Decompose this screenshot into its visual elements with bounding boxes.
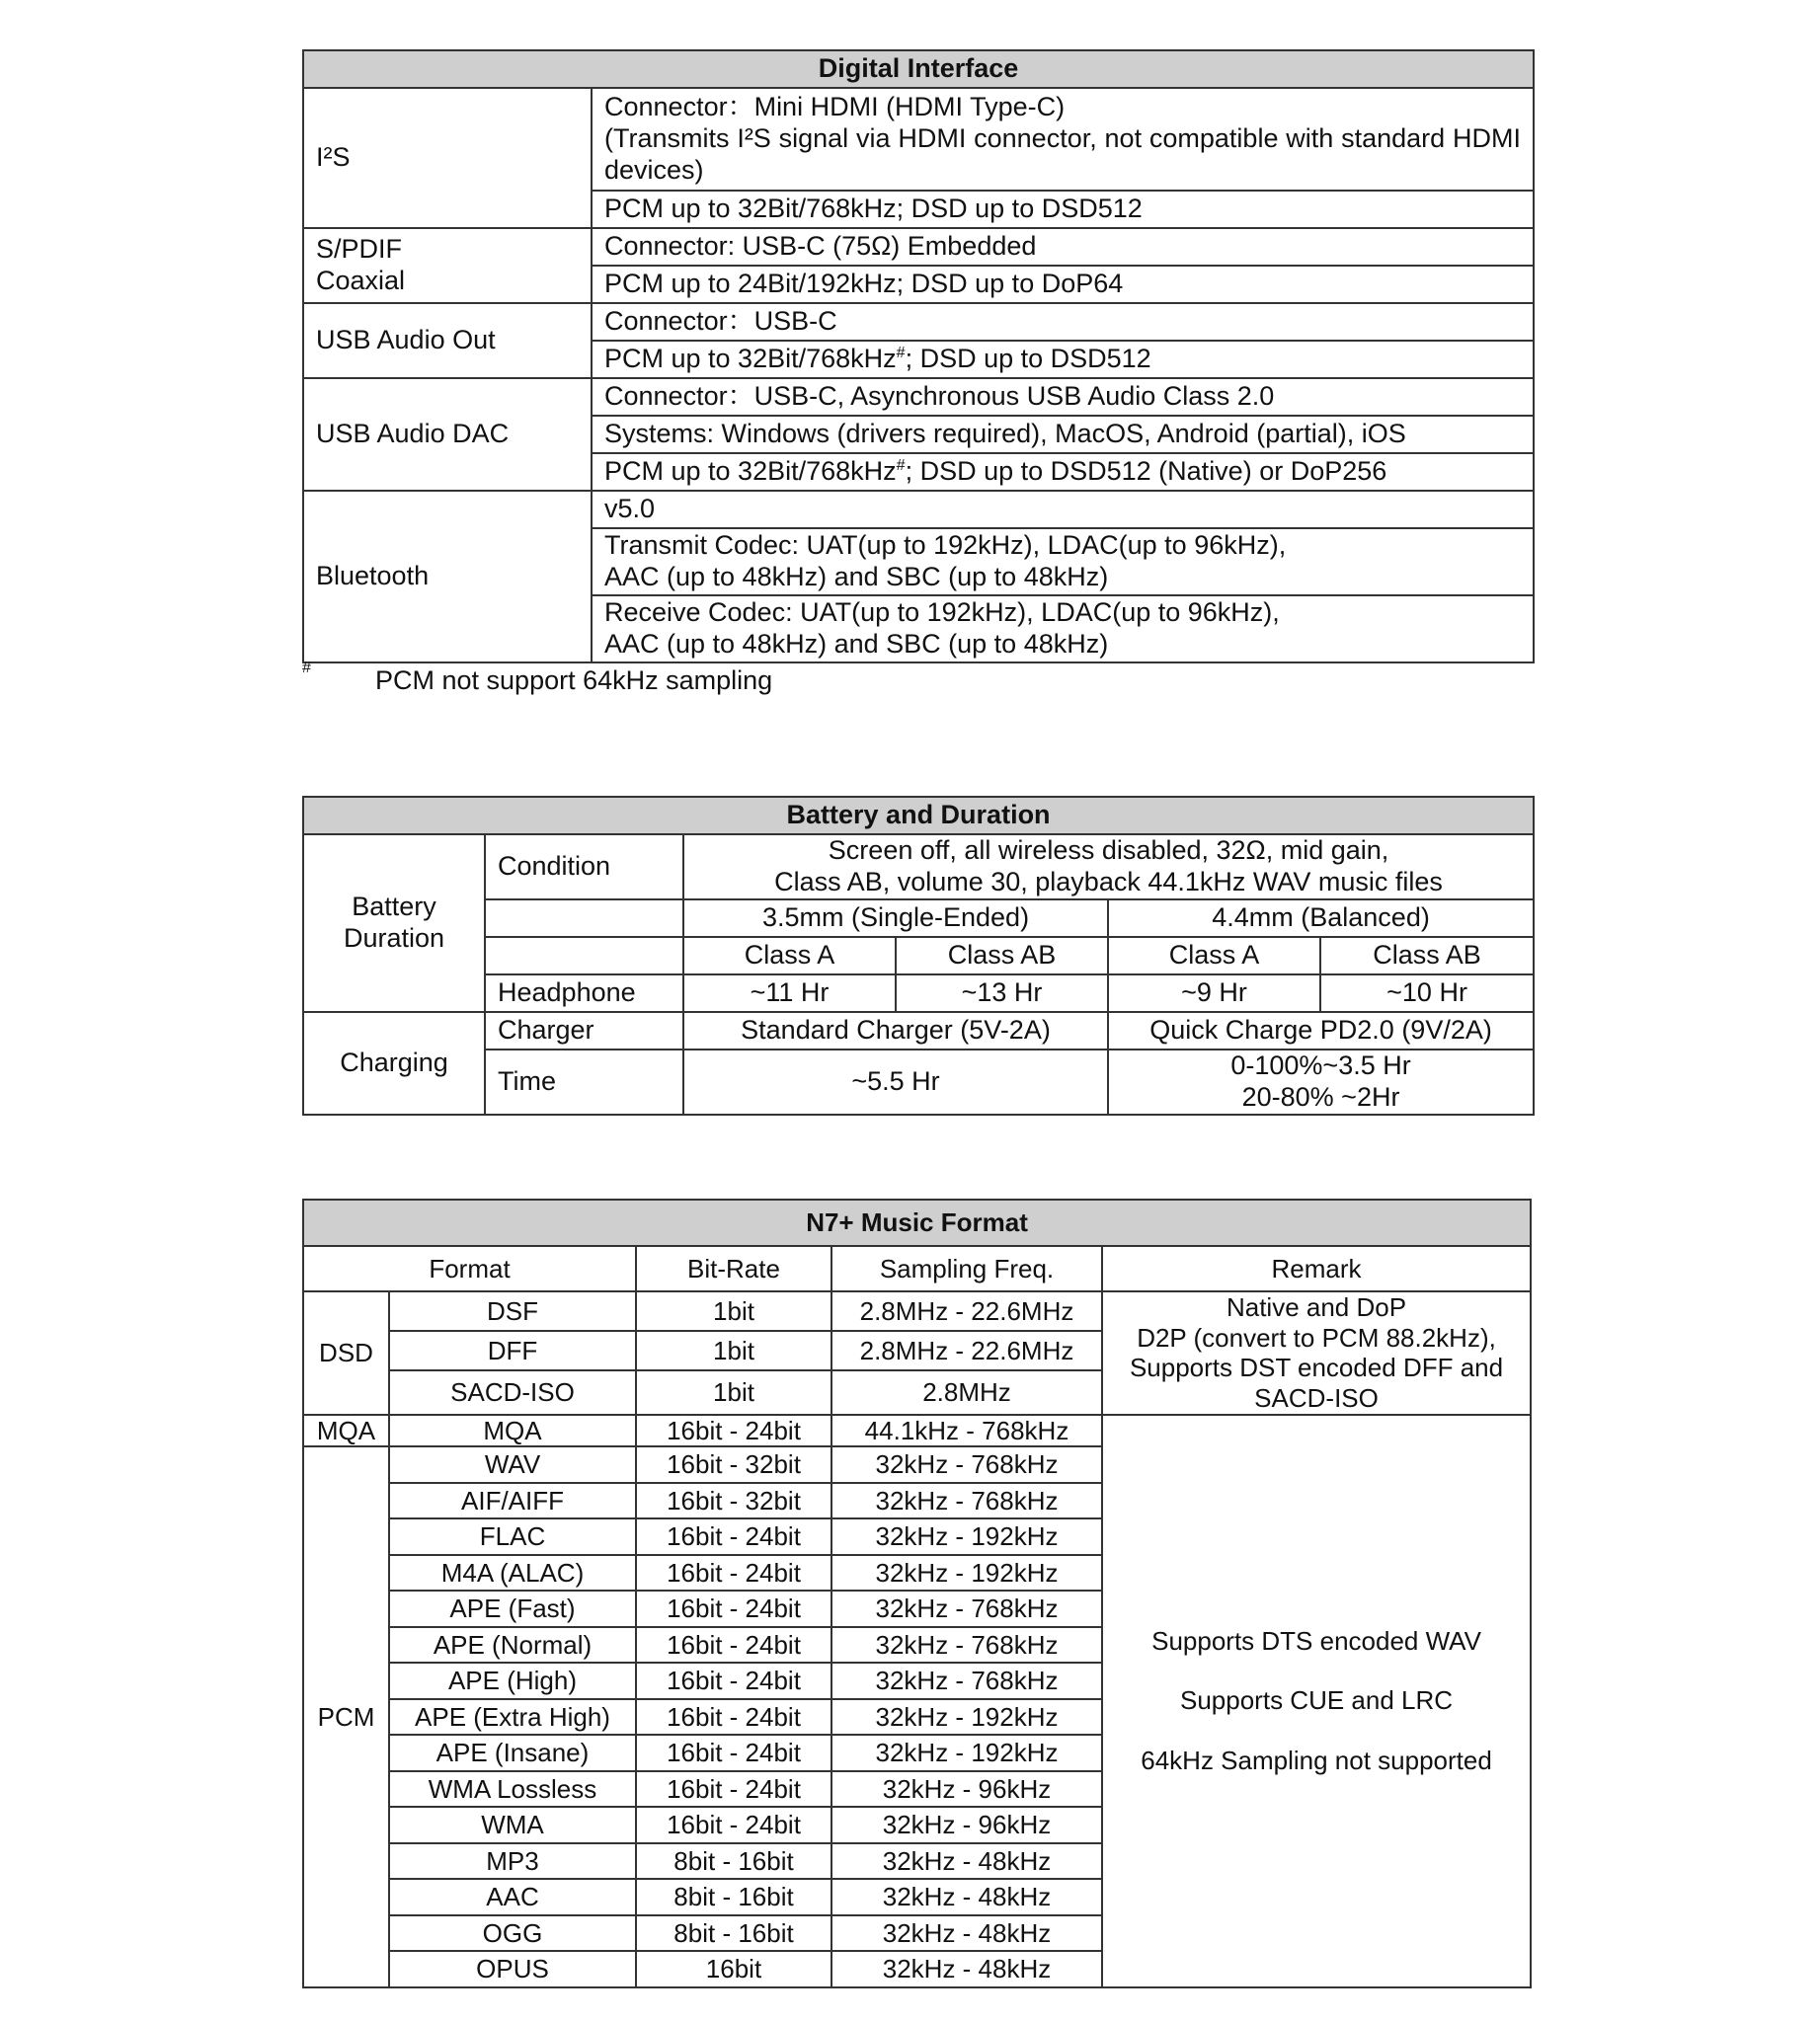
- bit-rate: 16bit - 24bit: [636, 1627, 831, 1664]
- dsd-remark-line-4: SACD-ISO: [1254, 1383, 1379, 1414]
- dsd-remark: [1102, 1291, 1531, 1415]
- bit-rate: 16bit - 24bit: [636, 1699, 831, 1736]
- spdif-label: S/PDIF: [316, 234, 403, 265]
- dsd-label: DSD: [303, 1291, 389, 1415]
- usb-dac-format-pcm: PCM up to 32Bit/768kHz: [604, 456, 897, 487]
- se-class-a-duration: ~11 Hr: [683, 974, 896, 1012]
- bit-rate: 16bit - 24bit: [636, 1518, 831, 1555]
- sampling-freq: 32kHz - 48kHz: [831, 1915, 1102, 1952]
- bit-rate: 8bit - 16bit: [636, 1915, 831, 1952]
- bit-rate: 1bit: [636, 1331, 831, 1370]
- format-name: APE (Fast): [389, 1591, 636, 1627]
- quick-charge-time: [1108, 1050, 1534, 1115]
- standard-charge-time: ~5.5 Hr: [683, 1050, 1108, 1115]
- quick-charge-time-full: 0-100%~3.5 Hr: [1230, 1050, 1411, 1081]
- usb-dac-systems: Systems: Windows (drivers required), MacOS, Android (partial), iOS: [592, 416, 1534, 453]
- format-name: MQA: [389, 1415, 636, 1447]
- single-ended-header: 3.5mm (Single-Ended): [683, 899, 1108, 937]
- usb-out-format-dsd: ; DSD up to DSD512: [905, 344, 1151, 374]
- battery-duration-label-1: Battery: [352, 892, 436, 922]
- condition-line-2: Class AB, volume 30, playback 44.1kHz WAV music files: [774, 867, 1443, 896]
- bal-class-ab-duration: ~10 Hr: [1320, 974, 1534, 1012]
- balanced-header: 4.4mm (Balanced): [1108, 899, 1534, 937]
- dsd-remark-line-1: Native and DoP: [1226, 1292, 1407, 1322]
- spdif-connector: Connector: USB-C (75Ω) Embedded: [592, 228, 1534, 266]
- usb-dac-label: USB Audio DAC: [303, 378, 592, 491]
- pcm-remark-line-3: 64kHz Sampling not supported: [1141, 1746, 1492, 1776]
- bit-rate: 16bit - 24bit: [636, 1415, 831, 1447]
- format-name: WAV: [389, 1446, 636, 1483]
- charging-label: Charging: [303, 1012, 485, 1115]
- bit-rate: 16bit - 24bit: [636, 1663, 831, 1699]
- sampling-freq: 32kHz - 192kHz: [831, 1518, 1102, 1555]
- sampling-freq-header: Sampling Freq.: [831, 1246, 1102, 1291]
- time-label: Time: [485, 1050, 683, 1115]
- format-name: WMA: [389, 1807, 636, 1843]
- usb-out-label: USB Audio Out: [303, 303, 592, 378]
- sampling-freq: 32kHz - 192kHz: [831, 1735, 1102, 1771]
- format-header: Format: [303, 1246, 636, 1291]
- bit-rate-header: Bit-Rate: [636, 1246, 831, 1291]
- battery-duration-table: [302, 796, 1535, 1116]
- headphone-label: Headphone: [485, 974, 683, 1012]
- sampling-freq: 32kHz - 768kHz: [831, 1591, 1102, 1627]
- standard-charger: Standard Charger (5V-2A): [683, 1012, 1108, 1050]
- usb-out-format: [592, 341, 1534, 378]
- coaxial-label: Coaxial: [316, 266, 406, 295]
- sampling-freq: 2.8MHz - 22.6MHz: [831, 1291, 1102, 1331]
- sampling-freq: 32kHz - 192kHz: [831, 1699, 1102, 1736]
- i2s-format: PCM up to 32Bit/768kHz; DSD up to DSD512: [592, 191, 1534, 228]
- digital-interface-title: Digital Interface: [303, 50, 1534, 88]
- remark-header: Remark: [1102, 1246, 1531, 1291]
- condition-value: [683, 834, 1534, 899]
- sampling-freq: 32kHz - 96kHz: [831, 1807, 1102, 1843]
- format-name: AAC: [389, 1879, 636, 1915]
- dsd-remark-line-3: Supports DST encoded DFF and: [1129, 1353, 1504, 1383]
- sampling-freq: 32kHz - 768kHz: [831, 1483, 1102, 1519]
- format-name: OPUS: [389, 1951, 636, 1987]
- sampling-freq: 32kHz - 48kHz: [831, 1951, 1102, 1987]
- format-name: WMA Lossless: [389, 1771, 636, 1808]
- format-name: APE (Normal): [389, 1627, 636, 1664]
- pcm-label: PCM: [303, 1446, 389, 1987]
- usb-out-format-pcm: PCM up to 32Bit/768kHz: [604, 344, 897, 374]
- se-class-ab-duration: ~13 Hr: [896, 974, 1108, 1012]
- mqa-label: MQA: [303, 1415, 389, 1447]
- pcm-remark-line-1: Supports DTS encoded WAV: [1151, 1625, 1481, 1656]
- sampling-freq: 32kHz - 768kHz: [831, 1627, 1102, 1664]
- i2s-connector: Connector：Mini HDMI (HDMI Type-C): [604, 92, 1066, 122]
- i2s-label: I²S: [303, 88, 592, 228]
- bit-rate: 8bit - 16bit: [636, 1879, 831, 1915]
- sampling-freq: 32kHz - 768kHz: [831, 1663, 1102, 1699]
- format-name: APE (Insane): [389, 1735, 636, 1771]
- bit-rate: 8bit - 16bit: [636, 1843, 831, 1880]
- music-format-table: [302, 1199, 1532, 1988]
- format-name: M4A (ALAC): [389, 1555, 636, 1592]
- sampling-freq: 2.8MHz - 22.6MHz: [831, 1331, 1102, 1370]
- format-name: FLAC: [389, 1518, 636, 1555]
- battery-title: Battery and Duration: [303, 797, 1534, 834]
- format-name: APE (High): [389, 1663, 636, 1699]
- bal-class-a-header: Class A: [1108, 937, 1320, 974]
- quick-charger: Quick Charge PD2.0 (9V/2A): [1108, 1012, 1534, 1050]
- usb-dac-connector: Connector：USB-C, Asynchronous USB Audio Class 2.0: [592, 378, 1534, 416]
- bal-class-a-duration: ~9 Hr: [1108, 974, 1320, 1012]
- usb-out-footnote-mark: #: [896, 345, 906, 362]
- format-name: AIF/AIFF: [389, 1483, 636, 1519]
- bluetooth-transmit-line-2: AAC (up to 48kHz) and SBC (up to 48kHz): [604, 562, 1109, 591]
- bit-rate: 16bit - 32bit: [636, 1446, 831, 1483]
- i2s-note: (Transmits I²S signal via HDMI connector, not compatible with standard HDMI devices): [604, 123, 1521, 185]
- battery-duration-label-2: Duration: [343, 923, 445, 953]
- music-format-title: N7+ Music Format: [303, 1200, 1531, 1246]
- sampling-freq: 2.8MHz: [831, 1370, 1102, 1414]
- condition-line-1: Screen off, all wireless disabled, 32Ω, mid gain,: [828, 835, 1389, 866]
- format-name: APE (Extra High): [389, 1699, 636, 1736]
- pcm-remark-line-2: Supports CUE and LRC: [1180, 1685, 1454, 1716]
- digital-interface-table: [302, 49, 1535, 663]
- format-name: DSF: [389, 1291, 636, 1331]
- usb-dac-footnote-mark: #: [896, 457, 906, 475]
- sampling-freq: 32kHz - 96kHz: [831, 1771, 1102, 1808]
- bit-rate: 16bit - 24bit: [636, 1807, 831, 1843]
- bal-class-ab-header: Class AB: [1320, 937, 1534, 974]
- bluetooth-receive-codec: [592, 595, 1534, 662]
- empty-cell: [485, 937, 683, 974]
- usb-out-connector: Connector：USB-C: [592, 303, 1534, 341]
- bluetooth-receive-line-2: AAC (up to 48kHz) and SBC (up to 48kHz): [604, 629, 1109, 659]
- sampling-freq: 32kHz - 192kHz: [831, 1555, 1102, 1592]
- condition-label: Condition: [485, 834, 683, 899]
- format-name: SACD-ISO: [389, 1370, 636, 1414]
- sampling-freq: 32kHz - 768kHz: [831, 1446, 1102, 1483]
- bit-rate: 1bit: [636, 1291, 831, 1331]
- charger-label: Charger: [485, 1012, 683, 1050]
- battery-duration-label: [303, 834, 485, 1012]
- bit-rate: 16bit - 24bit: [636, 1555, 831, 1592]
- se-class-a-header: Class A: [683, 937, 896, 974]
- pcm-remark: [1102, 1415, 1531, 1987]
- dsd-remark-line-2: D2P (convert to PCM 88.2kHz),: [1137, 1322, 1496, 1353]
- i2s-connector-cell: [592, 88, 1534, 191]
- sampling-freq: 44.1kHz - 768kHz: [831, 1415, 1102, 1447]
- bluetooth-version: v5.0: [592, 491, 1534, 528]
- bit-rate: 16bit - 24bit: [636, 1591, 831, 1627]
- sampling-freq: 32kHz - 48kHz: [831, 1879, 1102, 1915]
- empty-cell: [485, 899, 683, 937]
- spdif-format: PCM up to 24Bit/192kHz; DSD up to DoP64: [592, 266, 1534, 303]
- sampling-freq: 32kHz - 48kHz: [831, 1843, 1102, 1880]
- bit-rate: 1bit: [636, 1370, 831, 1414]
- footnote-text: PCM not support 64kHz sampling: [375, 665, 773, 695]
- format-name: OGG: [389, 1915, 636, 1952]
- se-class-ab-header: Class AB: [896, 937, 1108, 974]
- usb-dac-format: [592, 453, 1534, 491]
- format-name: DFF: [389, 1331, 636, 1370]
- bluetooth-transmit-line-1: Transmit Codec: UAT(up to 192kHz), LDAC(up to 96kHz),: [604, 530, 1287, 561]
- bluetooth-label: Bluetooth: [303, 491, 592, 662]
- footnote-mark: #: [302, 660, 311, 676]
- usb-dac-format-dsd: ; DSD up to DSD512 (Native) or DoP256: [905, 456, 1387, 487]
- bit-rate: 16bit - 32bit: [636, 1483, 831, 1519]
- bluetooth-transmit-codec: [592, 528, 1534, 595]
- bluetooth-receive-line-1: Receive Codec: UAT(up to 192kHz), LDAC(up to 96kHz),: [604, 597, 1280, 628]
- format-name: MP3: [389, 1843, 636, 1880]
- quick-charge-time-partial: 20-80% ~2Hr: [1241, 1082, 1400, 1112]
- bit-rate: 16bit: [636, 1951, 831, 1987]
- bit-rate: 16bit - 24bit: [636, 1735, 831, 1771]
- spdif-label-cell: [303, 228, 592, 303]
- bit-rate: 16bit - 24bit: [636, 1771, 831, 1808]
